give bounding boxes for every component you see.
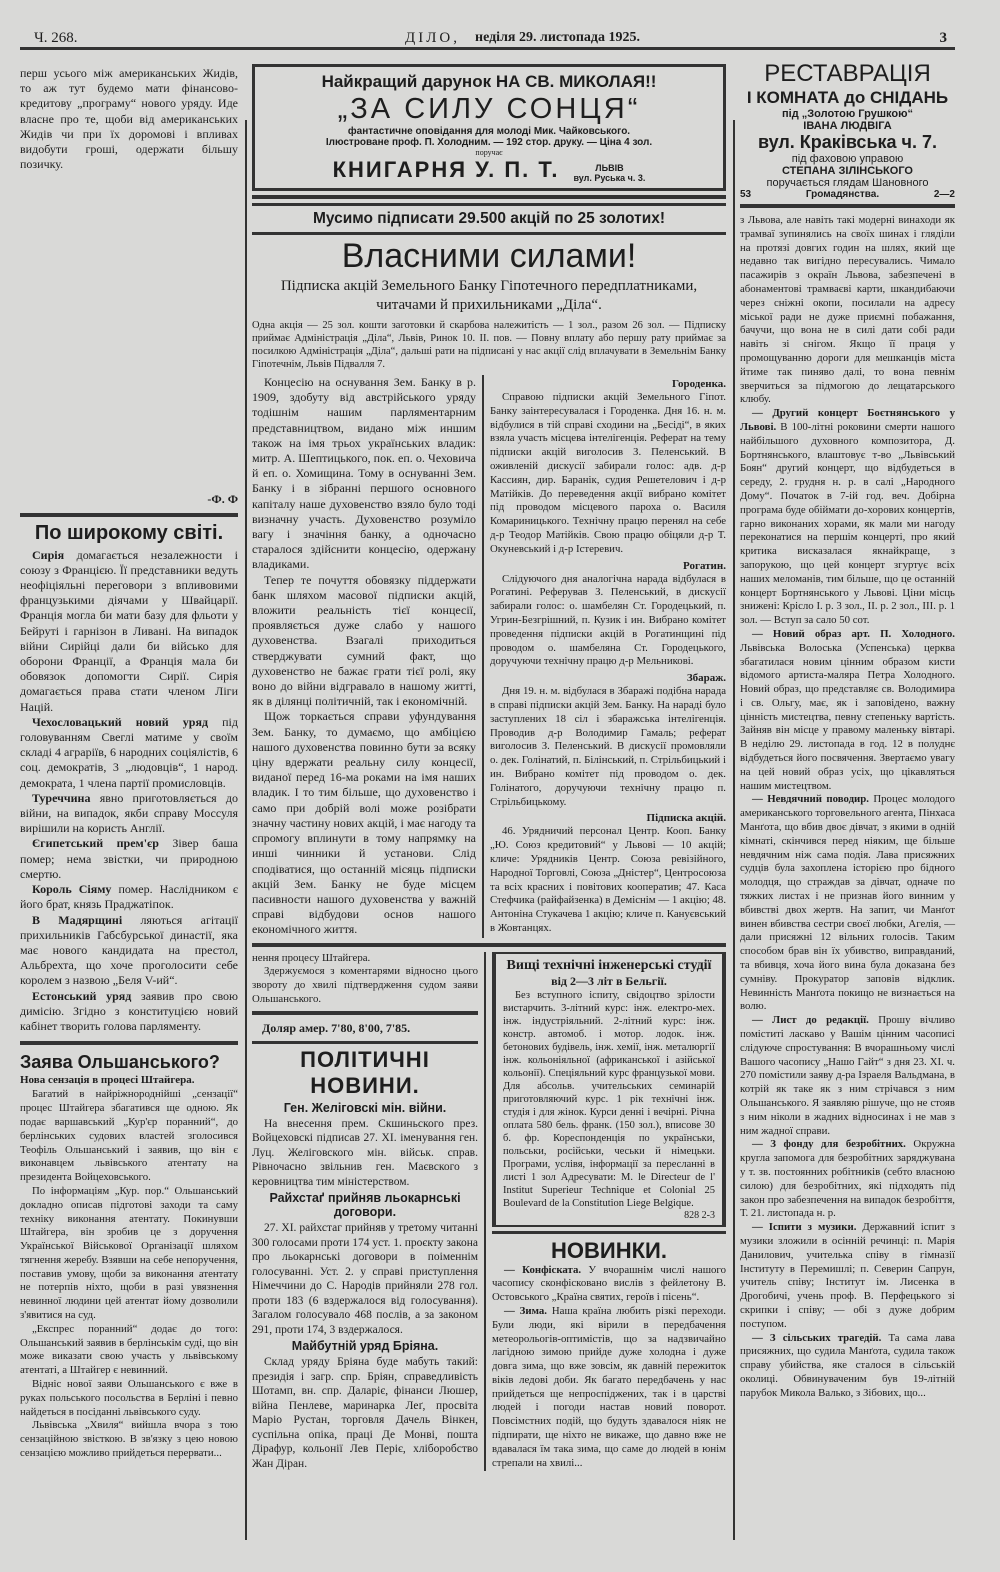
political-news-heading: Ген. Желіговскі мін. війни. [283, 1100, 447, 1115]
political-news-heading: Райхстаґ прийняв льокарнські договори. [269, 1191, 461, 1220]
news-item-lead: В Мадярщині [32, 912, 123, 927]
article-continuation: перш усього між американських Жидів, то аж тут будемо мати фінансово-кредитову „програму“ нового уряду. Иде власне про те, щоби від американських Жидів чи при їх доромові і впливах видобути гроші, одержати більшу позичку. [20, 66, 238, 172]
main-article-title: Власними силами! [341, 237, 637, 275]
olsh-title: Заява Ольшанського? [20, 1052, 220, 1073]
news-item-text: Львівська Волоська (Успенська) церква збагатилася новим цінним образом кисти відомого артиста-маляра Петра Холодного. Новий образ, що представляє св. Володимира і св. Ольгу, має, як і заповідено, важну цінність мистецтва, певну степеньку вартість. Зайняв він місце у правому маленьку вівтарі. В неділю 29. листопада в год. 12 в полуднє відбудеться його посвячення. Звертаємо увагу на цей новий образ усіх, що цікавляться нашим мистецтвом. [740, 641, 955, 792]
town-heading: Городенка. [671, 378, 726, 390]
news-item-text: Процес молодого американського торговельного агента, Пінхаса Манґота, що вбив двоє дівчат, з якими в одній кімнаті, скінчився перед ніяким, ще більше невдячним ніж сама подія. Лава присяжних судців була захоплена історією про бідного молодця, що страждав за дівчат, одначе по тяжких листах і не признав його винним у вбивстві двох жертв. На запит, чи Манґот винен вбивства сестри своєї любки, Агелія, — дали присяжні 12 вільних голосів. Таким способом брав він їх убивство, виправданий, та вбивця, хоча його вина була доказана без сумніву. Прокуратор заповів відклик. Невинність Манґота покищо не визнається на волю. [740, 793, 955, 1013]
issue-date: неділя 29. листопада 1925. [475, 30, 640, 45]
ad-line: під фаховою управою [791, 153, 904, 165]
news-item-lead: Естонський уряд [32, 988, 132, 1003]
news-item [740, 628, 955, 794]
news-item-text: Та сама лава присяжних, що судила Манґота, судила також справу убийства, яке сталося в сільській околиці. Обвинуваченим був 19-літній парубок Микола Валько, з Зібових, що... [740, 1331, 955, 1399]
article-paragraph: Відніс нової заяви Ольшанського є вже в руках польського посольства в Берліні і певно найдеться в посіданні львівського суду. [20, 1378, 238, 1418]
news-item-lead: — З фонду для безробітних. [752, 1138, 906, 1151]
article-paragraph: Концесію на оснування Зем. Банку в р. 1909, здобуту від австрійського уряду тодішнім нашим парляментарним представництвом, видано між иншим також на імя трьох українських владик: митр. А. Шептицького, пок. еп. о. Чеховича й еп. о. Хомищина. Тому в оснуванні Зем. Банку і в зібранні першого основного капіталу наше духовенство взяло було тоді визначну участь. Духовенство розуміло вагу і значіння банку, а одночасно старалося здійснити концесію, одержану владиками. [252, 375, 476, 572]
town-report: Слідуючого дня аналогічна нарада відбулася в Рогатині. Реферував З. Пеленський, в дискусії забирали голос: о. шамбелян Ст. Городецький, п. Угрин-Безгрішний, п. Кузик і ин. Вибрано комітет проведення підписки акцій в Рогатинщині під проводом о. шамбеляна Ст. Городецького, доручуючи технічну працю д-р Мельникові. [490, 572, 726, 668]
ad-line: поручається глядам Шановного [766, 177, 929, 189]
divider [20, 1041, 238, 1045]
column-divider [245, 120, 247, 1540]
news-item-text: помер. Наслідником є його брат, князь Праджатіпок. [20, 882, 238, 912]
middle-column [252, 64, 726, 1471]
news-item-text: домагається незалежности і союзу з Францією. Її представники ведуть неофіціяльні переговори з впливовими французькими діячами у Швайцарії. Франція могла би мати базу для фльоти у Бейруті і гарнізон в Ливані. На випадок війни Сирійці дали би військо для оборони Франції, а Франція мала би обовязок допомогти Сирії. Сирія домагається права стати членом Ліги Націй. [20, 547, 238, 714]
right-column [740, 214, 955, 1401]
ad-line: ІВАНА ЛЮДВІГА [803, 120, 892, 132]
news-item [492, 1264, 726, 1305]
political-news-text: Склад уряду Бріяна буде мабуть такий: президія і загр. спр. Бріян, справедливість Шотамп, вн. спр. Даларіє, фінанси Люшер, війна Пенлеве, маринарка Леґ, просвіта Маріо Рустан, торговля Дачель Вінкен, суспільна опіка, праці Де Монві, пошта Дірафур, кольонії Лев Періє, хліборобство Жан Діран. [252, 1356, 478, 1470]
masthead: ДІЛО, [405, 30, 460, 46]
ad-text: Без вступного іспиту, свідоцтво зрілости вистарчить. 3-літний курс: інж. електро-мех. інж. індустріяльний. 2-літний курс: інж. констр. автомоб. і мотор. лодок. інж. бетонових будівель, інж. хемії, інж. металюргії інж. кольоніяльної (африканської і азійської кольонії). Спеціяльний курс французької мови. Для абсольв. учительських семинарій приготовляючий курс. 1 рік технічні інж. студія і для жінок. Курси денні і вечірні. Річна оплата 580 бель. франк. (150 зол.), вписове 30 б. фр. Кореспонденція по українськи, польськи, російськи, чеськи й німецьки. Програми, услівя, інформації за пересланні в листі 1 зол Адресувати: M. le Directeur de l' Institut Superieur Technique et Colonial 25 Boulevard de la Constitution Liege Belgique. [503, 989, 715, 1209]
divider [252, 943, 726, 947]
bookshop-name: КНИГАРНЯ У. П. Т. [332, 157, 560, 182]
main-article-intro [252, 319, 726, 371]
news-item-lead: — Лист до редакції. [752, 1014, 869, 1027]
political-news-text: 27. XI. райхстаг прийняв у третому читанні 300 голосами проти 174 уст. 1. проєкту закона про льокарнські договори в поіменнім голосуванні. Уст. 2. у справі приступлення Німеччини до С. Народів прийняли 278 гол. проти 183 (6 вздержалося від голосування). Загалом голосувало 468 послів, а за законом 291, проти 174, 3 вздержалося. [252, 1222, 478, 1336]
news-item [740, 793, 955, 1014]
book-price: Ілюстроване проф. П. Холодним. — 192 стор. друку. — Ціна 4 зол. [325, 137, 653, 148]
news-item [20, 913, 238, 989]
ad-line: СТЕПАНА ЗІЛІНСЬКОГО [782, 165, 913, 177]
news-item-text: Прошу вічливо поміститі ласкаво у Вашім цінним часописі слідуюче спростування: В вчорашньому числі Вашого часопису „Нашо Гайт“ з дня 23. XI. ч. 270 помістили заяву д-ра Ізраеля Вальдмана, в котрій як таке як з ним стрічався з ним Ольшанського. Я заявляю рішуче, що не стояв з ним ніколи в жадних відносинах і не мав з ним жадної справи. [740, 1014, 955, 1137]
news-item-text: Окружна кругла запомога для безробітних заряджувана у т. зв. постоянних робітників (себто власною силою) для безробітних, які підходять під закон про забезпечення на випадок безробіття, Т. 21. листопада н. р. [740, 1138, 955, 1220]
news-item-text: Державний іспит з музики зложили в осінній речинці: п. Марія Данилович, учителька співу в гімназії Інституту в Перемишлі; п. Северин Сапрун, учитель співу; Інститут ім. Лисенка в Дрогобичі, учень проф. В. Перфецького зі скрипки і співу; — обі з дуже добрим поступом. [740, 1221, 955, 1330]
news-item [20, 791, 238, 837]
right-column-wrap [740, 60, 955, 1401]
novynky-list [492, 1264, 726, 1471]
shares-banner: Мусимо підписати 29.500 акцій по 25 золотих! [252, 203, 726, 235]
intro-text: Одна акція — 25 зол. кошти заготовки й скарбова належитість — 1 зол., разом 26 зол. — Підписку приймає Адміністрація „Діла“, Львів, Ринок 10. II. пов. — Повну вплату або першу рату приймає за посилкою Адміністрація „Діла“, дальші рати на підписані у нас акції слід вплачувати в Земельнім Банку Гіпотечнім, Львів Підвалля 7. [252, 320, 726, 370]
page-number: 3 [939, 30, 947, 46]
news-item-text: заявив про свою димісію. Згідно з конституцією новий кабінет творить голова парляменту. [20, 988, 238, 1033]
news-item-text: Наша країна любить різкі переходи. Були люди, які вірили в передбачення метеорольогів-оптимістів, що за надзвичайно лагідною зимою прийде дуже холодна і дуже довга зима, що вже зовсім, як давній пережиток віків ледові доби. Як багато передбачень у нас прийдеться ще непроспіджених, так і в царстві людей і погоди настав новий поворот. Повсімстних подій, що будуть здавалося ніяк не підпирати, ще ніхто не викаже, що давно вже не вдавалася їм така зима, що саме до людей в юнім стрепали на хвилі... [492, 1304, 727, 1469]
news-item [740, 1014, 955, 1138]
book-title: „ЗА СИЛУ СОНЦЯ“ [337, 93, 641, 125]
town-report: 46. Урядничий персонал Центр. Кооп. Банку „Ю. Союз кредитовий“ у Львові — 10 акцій; кличе: Урядників Центр. Союза ревізійного, Народної Торговлі, Союза „Дністер“, Центросоюза та всіх красних і повітових кооператив; 47. Каса Стефчика (райфайзенка) в Деміснім — 1 акцію; 48. Антоніна Стукачева 1 акцію; кличе п. Кануєвський в Жовтанцях. [490, 825, 727, 934]
book-ad[interactable] [252, 64, 726, 191]
ad-code: 828 2-3 [684, 1209, 715, 1221]
news-item-lead: — Другий концерт Боєтнянського у Львові. [740, 407, 955, 433]
bookshop-city: ЛЬВІВ [595, 163, 624, 173]
town-report: Справою підписки акцій Земельного Гіпот. Банку заінтересувалася і Городенка. Дня 16. н. м. відбулися в тій справі сходини на „Бесіді“, в яких взяла участь місцева інтелігенція. Реферат на тему підписки акцій виголосив З. Пеленський. В оживленій дискусії забирали голос: адв. д-р Кассиян, дир. Баранік, судия Решетелович і д-р Матійків. До переведення акції вибрано комітет під проводом місцевого пароха о. Василя Комариницького. Технічну працю перенял на себе д-р Теодор Матійків. Свою працю обіцяли д-р Т. Окуневський і д-р Істеревич. [490, 391, 726, 555]
news-item-lead: Сирія [32, 547, 65, 562]
page-header [20, 28, 955, 50]
news-item-lead: — Іспити з музики. [752, 1221, 857, 1234]
ad-subtitle: від 2—3 літ в Бельгії. [551, 973, 667, 988]
news-item-lead: — Зима. [504, 1304, 547, 1317]
news-item-lead: — Новий образ арт. П. Холодного. [752, 627, 955, 640]
ad-line: Громадянства. [805, 189, 880, 200]
olsh-article [20, 1088, 238, 1461]
news-item [20, 989, 238, 1035]
political-news-text: На внесення прем. Скшиньского през. Войцеховскі підписав 27. XI. іменування ген. Луц. Желіговского мін. військ. справ. Рівночасно звільнив ген. Маєвского з керовництва тим міністерством. [252, 1117, 478, 1188]
news-item-lead: — Конфіската. [504, 1263, 582, 1276]
article-paragraph: Щож торкається справи уфундування Зем. Банку, то думаємо, що амбіцією нашого духовенства повинно бути за всяку ціну вдержати реальну силу концесії, виданої перед 16-ма роками на імя наших владик. І то тим більше, що духовенство і само при добрій волі може розібрати значну частину нових акцій, і має нагоду та спромогу вплинути в тому напрямку на инші чинники й установи. Слід сподіватися, що останній місяць підписки акцій Зем. Банку не буде місцем пасивности нашого духовенства у важній справі відбудови основ нашого економічного життя. [252, 709, 476, 937]
news-item-text: У вчорашнім числі нашого часопису сконфісковано вислів з фейлетону В. Остовського „Країна святих, героїв і пісень“. [492, 1263, 726, 1304]
issue-number: Ч. 268. [34, 30, 78, 46]
town-heading: Рогатин. [683, 559, 726, 572]
divider [252, 1041, 478, 1044]
article-paragraph: Львівська „Хвиля“ вийшла вчора з тою сензаційною звісткою. В зв'язку з цею новою сензацією можливо прийдеться перервати... [20, 1419, 238, 1460]
ad-line: під „Золотою Грушкою“ [782, 108, 913, 120]
olsh-end-2: Здержуємося з коментарями відносно цього звороту до хвилі підтвердження судом заяви Ольшанського. [252, 965, 478, 1005]
article-paragraph: По інформаціям „Кур. пор.“ Ольшанський докладно описав підготові заходи та саму техніку виконання атентату. Покинувши Штайгера, він зробив це з доручення Української Військової Організації шляхом тягнення жеребу. Взявши на себе непоручення, поставив умову, щоби за виконання атентату не потерпів ніхто, щоби в разі увязнення невинної людини цей атентат йому дозволили з'явитися на суд. [20, 1184, 238, 1322]
news-item-text: ляються агітації прихильників Габсбурської династії, яка має нового кандидата на престол, Альбрехта, що хоче проголосити себе королем з назвою „Беля V-ий“. [20, 912, 239, 988]
news-item [20, 836, 238, 882]
political-news [252, 1101, 478, 1472]
news-item-text: Зівер баша помер; нема звістки, чи природною смертю. [20, 836, 239, 881]
left-column [20, 66, 238, 1461]
novynky-section [492, 1238, 726, 1471]
ad-headline: Найкращий дарунок НА СВ. МИКОЛАЯ!! [321, 72, 657, 91]
olsh-end: нення процесу Штайгера. [252, 951, 371, 964]
article-paragraph: „Експрес поранний“ додає до того: Ольшанський заявив в берлінськім суді, що він може виказати свою участь у львівському атентаті, а Штайгер є невинний. [20, 1322, 238, 1377]
article-paragraph: Тепер те почуття обовязку піддержати банк шляхом масової підписки акцій, вложити реальність тієї концесії, проявляється дуже слабо у нашого духовенства. Взагалі приходиться стверджувати сумний факт, що духовенство не бажає грати тієї ролі, яку воно до війни відгравало в нашому житті, як в ділянці політичній, так і економічній. [252, 572, 476, 709]
news-item-text: В 100-літні роковини смерти нашого найбільшого духовного композитора, Д. Бортнянського, влаштовує т-во „Львівський Боян“ другий концерт, що відбудеться в середу, 2. грудня н. р. в салі „Народного Дому“. Початок в 7-ій год. веч. Добірна програма буде обіймати до-хорових концертів, гарно виконаних хорами, як мали ми нагоду переконатися на першім концерті, про який критика висказалася якнайкраще, з запорукою, що цей концерт згуртує всіх наших меломанів, тим більше, що це останній концерт Бортнянського у Львові. Ціни місць знижені: Крісло І. р. 3 зол., ІІ. р. 2 зол., ІІІ. р. 1 зол. — Вступ за сало 50 сот. [740, 420, 955, 627]
ad-code: 2—2 [933, 189, 955, 200]
ad-recommends: поручає [475, 148, 503, 157]
column-divider [733, 120, 735, 1540]
main-article-col1 [252, 375, 484, 938]
news-item-lead: Король Сіяму [32, 882, 112, 897]
world-news-list [20, 548, 238, 1035]
news-item [492, 1305, 726, 1471]
news-item [740, 1221, 955, 1331]
political-news-heading: Майбутній уряд Бріяна. [291, 1339, 439, 1354]
news-item-lead: Чехословацький новий уряд [32, 714, 209, 729]
news-item [20, 715, 238, 791]
snow-article-end: з Львова, але навіть такі модерні винаходи як трамваї зупинялись на своїх шинах і гляділи на протязі довгих годин на шлях, який ще недавно так вигідно пересувались. Чимало пасажирів з окраїн Львова, забезпечені в абонаментові трамваєві карти, шкандибаючи через сніжні окопи, посилали на адресу міської ради не дуже приємні побажання, бачучи, що вона не в силі дати собі ради навіть зі снігом. Якщо її праця у промощуванню дороги для мешканців міста йтиме так пиняво далі, то вона певнім зверчиться за підмогою до лещатарського клюбу. [740, 214, 955, 406]
town-heading: Підписка акцій. [646, 812, 726, 825]
news-item-text: під головуванням Свеглі матиме у своїм складі 4 аграріїв, 6 народних соціялістів, 6 соц. демократів, 3 „людовців“, 1 народ. демократа, 1 члена партії промисловців. [20, 714, 238, 790]
bookshop-address: вул. Руська ч. 3. [573, 173, 646, 183]
news-item [740, 1138, 955, 1221]
lower-middle-col [252, 952, 486, 1472]
dollar-rate: Доляр амер. 7'80, 8'00, 7'85. [262, 1020, 411, 1035]
ad-line: І КОМНАТА до СНІДАНЬ [746, 88, 949, 107]
divider [740, 204, 955, 208]
news-item-text: явно приготовляється до війни, на випадок, якби справу Моссуля вирішили на користь Англії. [20, 790, 238, 836]
section-title-politics: ПОЛІТИЧНІ НОВИНИ. [300, 1046, 430, 1098]
ad-title: Вищі технічні інженерські студії [506, 957, 712, 973]
news-item [20, 548, 238, 715]
news-item [740, 1332, 955, 1401]
news-item-lead: Єгипетський прем'єр [32, 836, 159, 851]
main-article-subtitle: Підписка акцій Земельного Банку Гіпотечного передплатниками, читачами й прихильниками „Діла“. [280, 278, 698, 313]
divider [252, 195, 726, 199]
olsh-subtitle: Нова сензація в процесі Штайгера. [20, 1074, 195, 1087]
restaurant-ad[interactable] [740, 60, 955, 200]
news-item-lead: — З сільських трагедій. [752, 1331, 882, 1344]
news-item [20, 882, 238, 912]
ad-line: РЕСТАВРАЦІЯ [764, 60, 931, 87]
divider [252, 1011, 478, 1015]
news-item-lead: — Невдячний поводир. [752, 793, 869, 806]
section-title-novynky: НОВИНКИ. [551, 1237, 667, 1263]
main-article-col2 [484, 375, 726, 938]
article-signature: -Ф. Ф [207, 492, 238, 507]
article-paragraph: Багатий в найріжнороднійші „сензації“ процес Штайгера збагатився ще одною. Як подає варшавський „Кур'єр поранний“, до берлінських судових властей зголосився Теофіль Ольшанський і заявив, що він є виконавцем львівського атентату на президента Войцеховського. [20, 1088, 238, 1184]
divider [492, 1231, 726, 1234]
ad-address: вул. Краківська ч. 7. [757, 132, 937, 152]
news-item [740, 407, 955, 628]
belgium-studies-ad[interactable] [492, 952, 726, 1227]
divider [20, 513, 238, 517]
town-report: Дня 19. н. м. відбулася в Збаражі подібна нарада в справі підписки акцій Зем. Банку. На нараді було заступлених 18 сіл і збаражська інтелігенція. Проводив д-р Володимир Гамаль; реферат виголосив З. Пеленський. В дискусії промовляли о. дек. Голінатий, п. Білінський, п. Стрільбицький і ин. Вибрано комітет під проводом о. дек. Голінатого, доручуючи технічну працю п. Стрільбицькому. [490, 685, 726, 808]
ad-number: 53 [740, 189, 752, 200]
news-item-lead: Туреччина [32, 790, 91, 805]
town-heading: Збараж. [686, 672, 726, 685]
section-title-world: По широкому світі. [34, 521, 224, 544]
book-desc: фантастичне оповідання для молоді Мик. Чайковського. [347, 126, 631, 137]
